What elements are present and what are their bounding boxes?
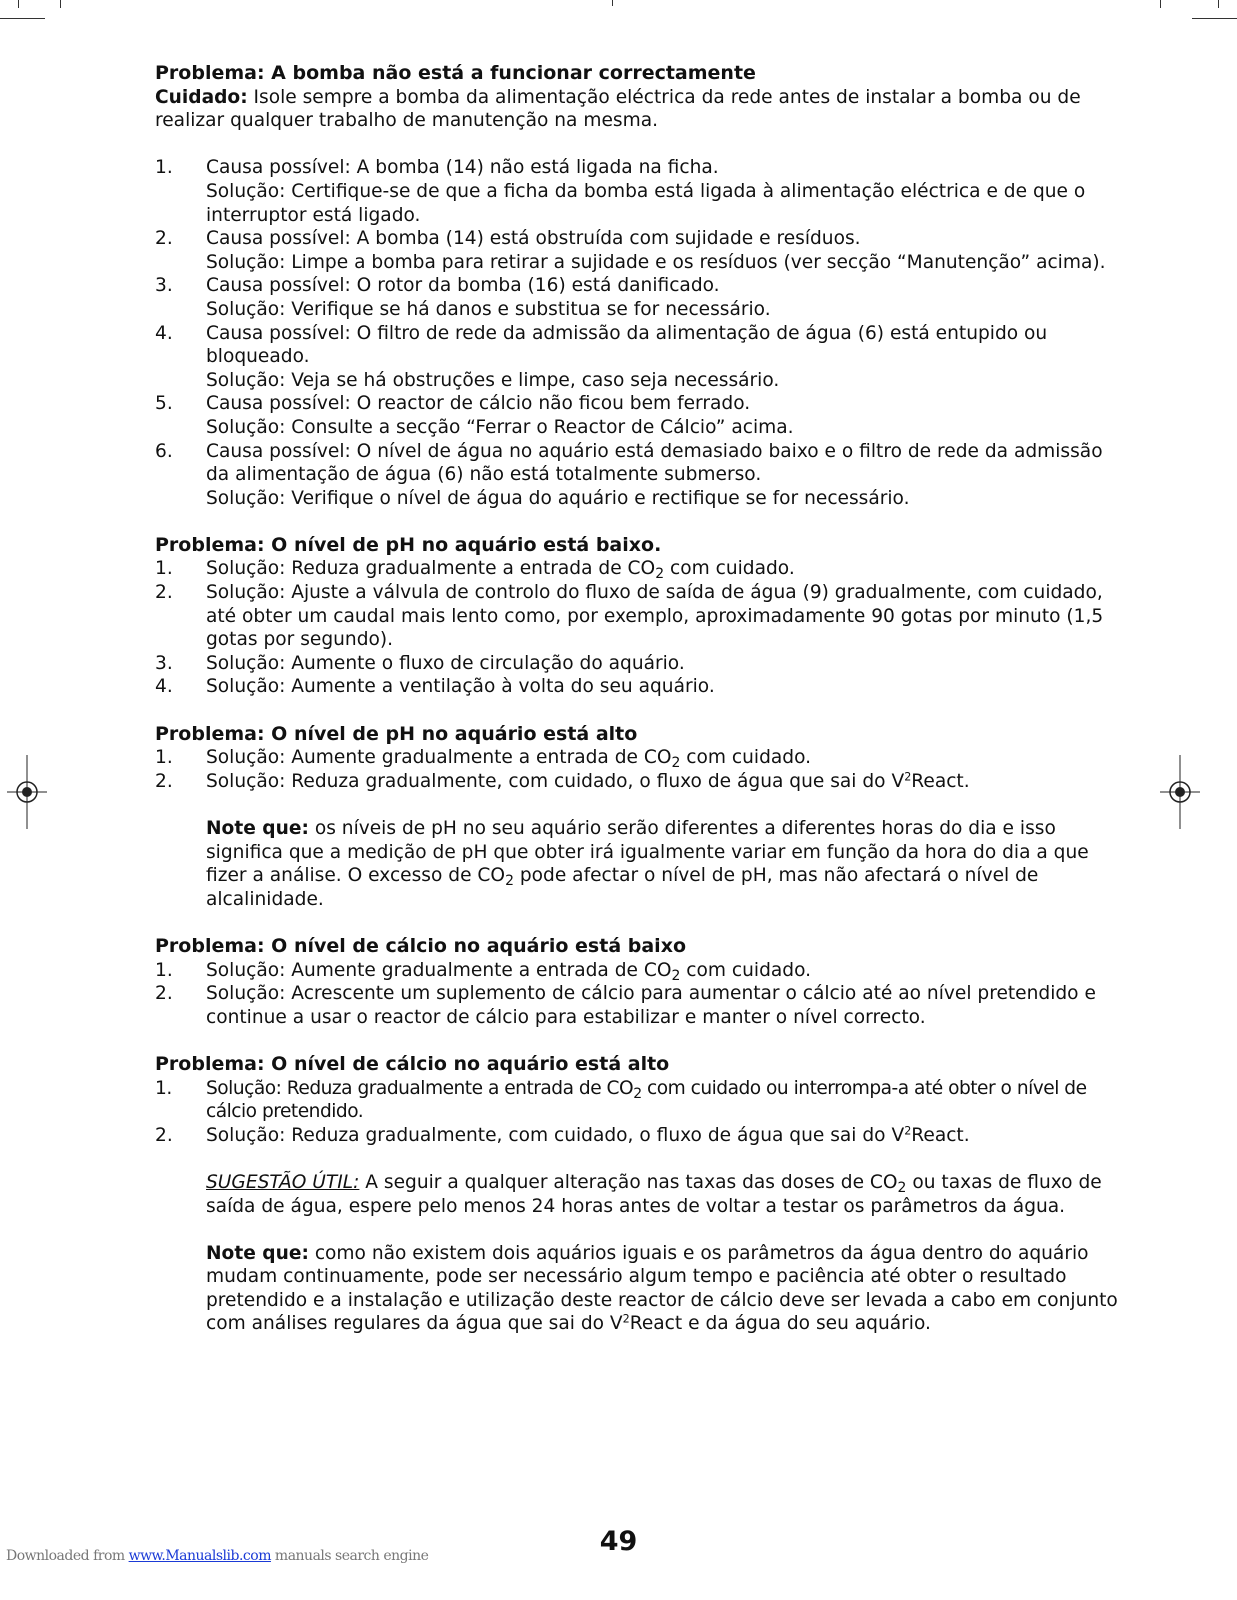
note-text: os níveis de pH no seu aquário serão diferentes a diferentes horas do dia e isso significa que a medição de pH que obter irá igualmente variar em função da hora do dia a que fizer a análise. O excesso de CO xyxy=(206,818,1089,887)
list-item xyxy=(155,1124,1130,1148)
item-number: 2. xyxy=(155,1124,173,1146)
tip-label: SUGESTÃO ÚTIL: xyxy=(206,1171,360,1193)
item-number: 4. xyxy=(155,322,173,344)
crop-mark xyxy=(1160,0,1161,8)
list-item xyxy=(155,227,1130,274)
superscript: 2 xyxy=(622,1312,630,1326)
crop-mark xyxy=(612,0,613,6)
tip-text: ou taxas de fluxo de saída de água, espere pelo menos 24 horas antes de voltar a testar os parâmetros da água. xyxy=(206,1171,1102,1217)
footer-text: manuals search engine xyxy=(270,1548,429,1564)
item-text: Solução: Acrescente um suplemento de cálcio para aumentar o cálcio até ao nível pretendido e continue a usar o reactor de cálcio para estabilizar e manter o nível correcto. xyxy=(206,983,1096,1028)
solution: Solução: Veja se há obstruções e limpe, caso seja necessário. xyxy=(206,369,780,391)
solution: Solução: Verifique o nível de água do aquário e rectifique se for necessário. xyxy=(206,487,910,509)
section-heading: Problema: O nível de pH no aquário está alto xyxy=(155,722,638,745)
item-text: Solução: Reduza gradualmente a entrada de CO xyxy=(206,558,656,580)
list-item xyxy=(155,982,1130,1029)
page-number: 49 xyxy=(599,1526,638,1557)
list-item xyxy=(155,274,1130,321)
item-text: React. xyxy=(911,770,970,792)
solution: Solução: Consulte a secção “Ferrar o Reactor de Cálcio” acima. xyxy=(206,416,794,438)
item-number: 2. xyxy=(155,228,173,250)
note-text: como não existem dois aquários iguais e os parâmetros da água dentro do aquário mudam continuamente, pode ser necessário algum tempo e paciência até obter o resultado pretendido e a instalação e utilização deste reactor de cálcio deve ser levada a cabo em conjunto com análises regulares da água que sai do V xyxy=(206,1242,1118,1335)
section-heading: Problema: O nível de cálcio no aquário está alto xyxy=(155,1052,670,1075)
item-text: Solução: Ajuste a válvula de controlo do fluxo de saída de água (9) gradualmente, com cuidado, até obter um caudal mais lento como, por exemplo, aproximadamente 90 gotas por minuto (1,5 gotas por segundo). xyxy=(206,582,1104,651)
solution: Solução: Certifique-se de que a ficha da bomba está ligada à alimentação eléctrica e de que o interruptor está ligado. xyxy=(206,180,1086,226)
list-item xyxy=(155,746,1130,770)
note-paragraph xyxy=(155,1242,1130,1336)
note-text: React e da água do seu aquário. xyxy=(629,1313,931,1335)
caution-text: Isole sempre a bomba da alimentação eléctrica da rede antes de instalar a bomba ou de realizar qualquer trabalho de manutenção na mesma. xyxy=(155,86,1081,132)
item-text: Solução: Reduza gradualmente a entrada de CO xyxy=(206,1077,634,1099)
item-text: Solução: Aumente gradualmente a entrada de CO xyxy=(206,959,672,981)
solution: Solução: Verifique se há danos e substitua se for necessário. xyxy=(206,298,771,320)
footer-text: Downloaded from xyxy=(6,1548,129,1564)
caution-paragraph xyxy=(155,86,1130,133)
list-item xyxy=(155,557,1130,581)
list-item xyxy=(155,156,1130,227)
list-item xyxy=(155,959,1130,983)
page-content xyxy=(155,62,1130,1336)
list-item xyxy=(155,1077,1130,1124)
solution: Solução: Limpe a bomba para retirar a sujidade e os resíduos (ver secção “Manutenção” acima). xyxy=(206,251,1106,273)
list-item xyxy=(155,581,1130,652)
possible-cause: Causa possível: A bomba (14) não está ligada na ficha. xyxy=(206,157,719,179)
crop-mark xyxy=(0,18,45,19)
item-text: Solução: Aumente a ventilação à volta do seu aquário. xyxy=(206,676,715,698)
crop-mark xyxy=(1192,18,1237,19)
crop-mark xyxy=(60,0,61,8)
item-number: 6. xyxy=(155,440,173,462)
subscript: 2 xyxy=(655,566,665,583)
registration-mark-right xyxy=(1155,755,1205,835)
caution-label: Cuidado: xyxy=(155,86,248,108)
item-number: 3. xyxy=(155,652,173,674)
tip-paragraph xyxy=(155,1171,1130,1218)
item-text: com cuidado. xyxy=(664,558,795,580)
note-label: Note que: xyxy=(206,818,309,839)
crop-mark xyxy=(18,0,19,8)
item-number: 1. xyxy=(155,959,173,981)
possible-cause: Causa possível: A bomba (14) está obstruída com sujidade e resíduos. xyxy=(206,228,861,250)
item-text: Solução: Reduza gradualmente, com cuidado, o fluxo de água que sai do V xyxy=(206,770,905,792)
item-number: 4. xyxy=(155,676,173,698)
subscript: 2 xyxy=(633,1085,642,1102)
list-item xyxy=(155,675,1130,699)
item-number: 5. xyxy=(155,393,173,415)
item-number: 1. xyxy=(155,1077,172,1099)
section-heading: Problema: O nível de pH no aquário está baixo. xyxy=(155,533,662,556)
item-number: 2. xyxy=(155,582,173,604)
note-label: Note que: xyxy=(206,1242,309,1264)
item-text: Solução: Reduza gradualmente, com cuidado, o fluxo de água que sai do V xyxy=(206,1124,905,1146)
item-text: com cuidado ou interrompa-a até obter o nível de cálcio pretendido. xyxy=(206,1077,1087,1123)
possible-cause: Causa possível: O nível de água no aquário está demasiado baixo e o filtro de rede da admissão da alimentação de água (6) não está totalmente submerso. xyxy=(206,440,1103,486)
subscript: 2 xyxy=(671,755,681,772)
subscript: 2 xyxy=(897,1180,907,1197)
item-number: 1. xyxy=(155,157,173,179)
section-heading: Problema: O nível de cálcio no aquário está baixo xyxy=(155,934,686,957)
registration-mark-left xyxy=(2,755,52,835)
item-text: React. xyxy=(911,1124,970,1146)
note-paragraph xyxy=(155,817,1130,911)
possible-cause: Causa possível: O rotor da bomba (16) está danificado. xyxy=(206,275,720,297)
possible-cause: Causa possível: O reactor de cálcio não ficou bem ferrado. xyxy=(206,393,751,415)
list-item xyxy=(155,440,1130,511)
item-text: com cuidado. xyxy=(680,959,812,981)
item-number: 2. xyxy=(155,983,173,1005)
list-item xyxy=(155,322,1130,393)
section-heading: Problema: A bomba não está a funcionar correctamente xyxy=(155,62,756,84)
superscript: 2 xyxy=(904,1124,912,1138)
list-item xyxy=(155,652,1130,676)
crop-mark xyxy=(1218,0,1219,8)
item-number: 2. xyxy=(155,770,173,792)
cause-solution-list xyxy=(155,156,1130,510)
item-text: com cuidado. xyxy=(680,747,812,769)
item-number: 3. xyxy=(155,275,173,297)
possible-cause: Causa possível: O filtro de rede da admissão da alimentação de água (6) está entupido ou bloqueado. xyxy=(206,322,1048,368)
note-text: pode afectar o nível de pH, mas não afectará o nível de alcalinidade. xyxy=(206,865,1039,910)
item-text: Solução: Aumente gradualmente a entrada de CO xyxy=(206,747,672,769)
superscript: 2 xyxy=(904,770,912,784)
subscript: 2 xyxy=(671,967,681,984)
list-item xyxy=(155,770,1130,794)
item-number: 1. xyxy=(155,747,173,769)
subscript: 2 xyxy=(505,873,514,890)
list-item xyxy=(155,392,1130,439)
manualslib-link[interactable]: www.Manualslib.com xyxy=(128,1548,271,1564)
item-number: 1. xyxy=(155,558,173,580)
item-text: Solução: Aumente o fluxo de circulação do aquário. xyxy=(206,652,685,674)
tip-text: A seguir a qualquer alteração nas taxas das doses de CO xyxy=(359,1171,898,1193)
